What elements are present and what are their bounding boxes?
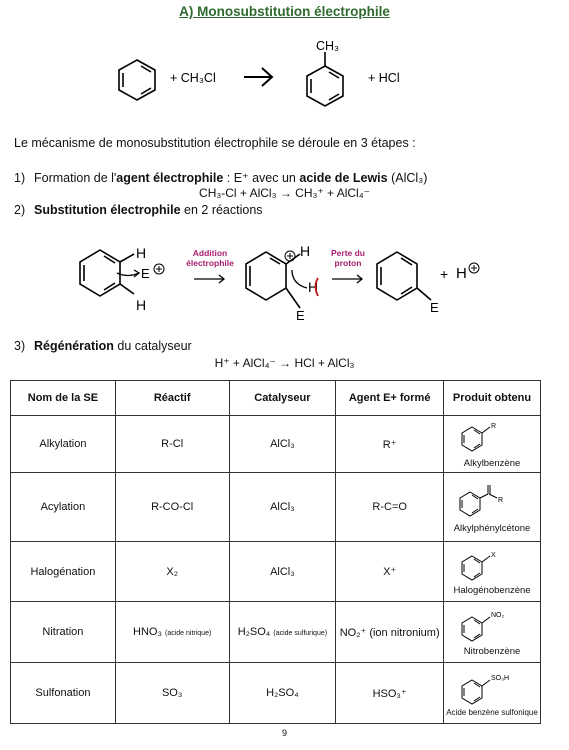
catalyseur-formula: H₂SO₄ bbox=[237, 626, 271, 638]
alkylbenzene-icon bbox=[452, 419, 532, 455]
byproduct-label: + HCl bbox=[368, 71, 400, 85]
substituent-r: R bbox=[498, 497, 504, 504]
product-name: Nitrobenzène bbox=[463, 646, 521, 657]
product-name: Halogénobenzène bbox=[453, 584, 531, 596]
halobenzene-icon bbox=[452, 548, 532, 582]
row-catalyseur: AlCl₃ bbox=[229, 473, 336, 542]
row-produit bbox=[444, 542, 541, 602]
row-produit bbox=[444, 663, 541, 724]
plus-charge-icon bbox=[154, 264, 164, 274]
row-name: Sulfonation bbox=[11, 663, 116, 724]
curved-arrow-icon bbox=[292, 270, 307, 288]
benzene-methylation-reaction bbox=[0, 24, 569, 124]
row-catalyseur: AlCl₃ bbox=[229, 542, 336, 602]
row-agent: X⁺ bbox=[336, 542, 444, 602]
ketone-icon bbox=[452, 480, 532, 520]
mech-h-top: H bbox=[136, 245, 147, 261]
row-name: Nitration bbox=[11, 602, 116, 663]
row-agent: R⁺ bbox=[336, 416, 444, 473]
row-name: Halogénation bbox=[11, 542, 116, 602]
row-catalyseur bbox=[229, 602, 336, 663]
step-2 bbox=[14, 203, 263, 217]
row-agent: HSO₃⁺ bbox=[336, 663, 444, 724]
row-produit bbox=[444, 473, 541, 542]
page-number: 9 bbox=[281, 728, 287, 738]
step-1-bold-a: agent électrophile bbox=[116, 171, 224, 185]
row-reactif: SO₃ bbox=[115, 663, 229, 724]
sigma-h: H bbox=[300, 243, 311, 259]
table-row bbox=[11, 602, 541, 663]
header-cell: Produit obtenu bbox=[444, 381, 541, 416]
step-1-equation: CH₃-Cl + AlCl₃ → CH₃⁺ + AlCl₄⁻ bbox=[199, 186, 370, 200]
arrow-1 bbox=[194, 275, 224, 283]
step-1-number: 1) bbox=[14, 171, 26, 185]
row-name: Acylation bbox=[11, 473, 116, 542]
substituent-x: X bbox=[491, 551, 496, 559]
step-1-bold-b: acide de Lewis bbox=[299, 171, 388, 185]
addition-label: Addition bbox=[192, 248, 228, 258]
row-catalyseur: AlCl₃ bbox=[229, 416, 336, 473]
step-3-text: du catalyseur bbox=[113, 339, 192, 353]
product-benzene-icon bbox=[377, 252, 431, 300]
toluene-ring-icon bbox=[307, 52, 343, 106]
product-e: E bbox=[430, 300, 439, 315]
sigma-plus-icon bbox=[285, 251, 295, 261]
substituent-r: R bbox=[491, 423, 497, 430]
row-agent: R-C=O bbox=[336, 473, 444, 542]
step-3 bbox=[14, 339, 192, 353]
addition-label-2: électrophile bbox=[186, 258, 234, 268]
table-row bbox=[11, 663, 541, 724]
table-header-row bbox=[11, 381, 541, 416]
h-plus: H bbox=[456, 265, 467, 282]
benzene-ring-icon bbox=[119, 60, 155, 100]
row-reactif: R-CO-Cl bbox=[115, 473, 229, 542]
table-row bbox=[11, 416, 541, 473]
header-cell: Agent E+ formé bbox=[336, 381, 444, 416]
header-cell: Catalyseur bbox=[229, 381, 336, 416]
proton-loss-label: Perte du bbox=[330, 248, 366, 258]
step-2-bold: Substitution électrophile bbox=[34, 203, 181, 217]
plus-sign: + bbox=[440, 266, 449, 282]
step-3-bold: Régénération bbox=[34, 339, 114, 353]
header-cell: Nom de la SE bbox=[11, 381, 116, 416]
sulfonic-acid-icon bbox=[452, 670, 532, 706]
substituent-no2: NO₂ bbox=[491, 612, 505, 619]
product-name: Alkylphénylcétone bbox=[453, 523, 531, 534]
section-title: A) Monosubstitution électrophile bbox=[179, 4, 390, 19]
mech-h-bottom: H bbox=[136, 297, 147, 313]
row-produit bbox=[444, 416, 541, 473]
nitrobenzene-icon bbox=[452, 607, 532, 643]
table-row bbox=[11, 542, 541, 602]
mech-e-plus: E bbox=[141, 266, 150, 281]
step-1-text-b: : E⁺ avec un bbox=[223, 171, 300, 185]
step-2-number: 2) bbox=[14, 203, 26, 217]
step-1-text-c: (AlCl₃) bbox=[387, 171, 428, 185]
product-name: Acide benzène sulfonique bbox=[446, 707, 538, 717]
reaction-arrow bbox=[244, 68, 272, 86]
sigma-e: E bbox=[296, 308, 305, 323]
mechanism-diagram bbox=[0, 226, 569, 330]
product-name: Alkylbenzène bbox=[463, 458, 521, 469]
row-reactif: R-Cl bbox=[115, 416, 229, 473]
reagent-label: + CH₃Cl bbox=[170, 71, 216, 85]
se-table bbox=[10, 380, 541, 724]
row-produit bbox=[444, 602, 541, 663]
methyl-label: CH₃ bbox=[316, 39, 340, 53]
catalyseur-note: (acide sulfurique) bbox=[273, 630, 328, 637]
row-catalyseur: H₂SO₄ bbox=[229, 663, 336, 724]
table-row bbox=[11, 473, 541, 542]
row-name: Alkylation bbox=[11, 416, 116, 473]
mech-benzene-icon bbox=[80, 250, 134, 296]
arrow-2 bbox=[332, 275, 362, 283]
intro-text: Le mécanisme de monosubstitution électrophile se déroule en 3 étapes : bbox=[14, 136, 416, 150]
step-2-text: en 2 réactions bbox=[180, 203, 263, 217]
step-3-equation: H⁺ + AlCl₄⁻ → HCl + AlCl₃ bbox=[214, 356, 355, 370]
header-cell: Réactif bbox=[115, 381, 229, 416]
step-1 bbox=[14, 170, 427, 185]
h-plus-charge-icon bbox=[469, 263, 479, 273]
row-reactif bbox=[115, 602, 229, 663]
reactif-formula: HNO₃ bbox=[133, 626, 162, 638]
step-1-text-a: Formation de l' bbox=[34, 171, 117, 185]
sigma-h-red: H bbox=[308, 279, 319, 295]
step-3-number: 3) bbox=[14, 339, 26, 353]
row-reactif: X₂ bbox=[115, 542, 229, 602]
substituent-so3h: SO₃H bbox=[491, 674, 510, 682]
reactif-note: (acide nitrique) bbox=[165, 630, 212, 637]
proton-loss-label-2: proton bbox=[334, 258, 362, 268]
row-agent: NO₂⁺ (ion nitronium) bbox=[336, 602, 444, 663]
